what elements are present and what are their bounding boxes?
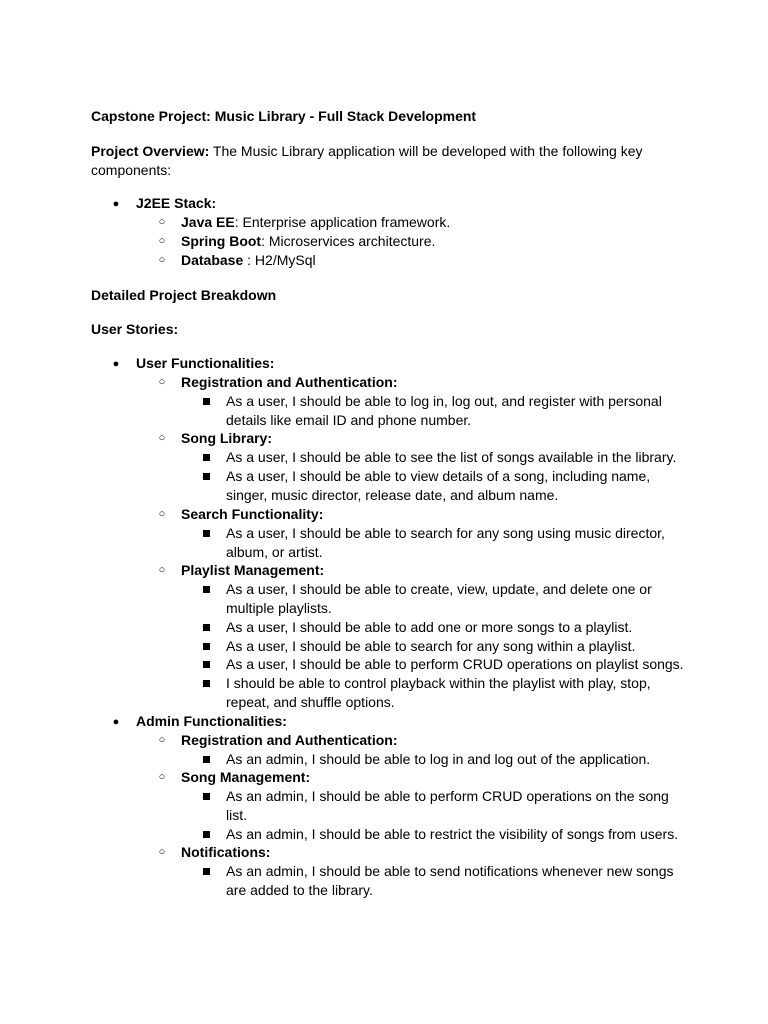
bullet-square: [203, 586, 210, 593]
user-story: As a user, I should be able to perform CRUD operations on playlist songs.: [226, 656, 684, 672]
bullet-circle: ○: [158, 254, 166, 266]
user-story: As a user, I should be able to search for any song using music director, album, or artist.: [226, 525, 665, 560]
user-story: I should be able to control playback within the playlist with play, stop, repeat, and shuffle options.: [226, 675, 651, 710]
bullet-square: [203, 680, 210, 687]
admin-section-title: Notifications:: [181, 844, 271, 860]
user-story: As a user, I should be able to add one or more songs to a playlist.: [226, 619, 633, 635]
user-story: As a user, I should be able to create, view, update, and delete one or multiple playlists.: [226, 581, 652, 616]
bullet-square: [203, 398, 210, 405]
bullet-circle: ○: [158, 771, 166, 783]
user-section-title: Search Functionality:: [181, 506, 324, 522]
stack-heading: J2EE Stack:: [136, 195, 217, 211]
admin-story: As an admin, I should be able to send notifications whenever new songs are added to the library.: [226, 863, 674, 898]
bullet-square: [203, 793, 210, 800]
bullet-circle: ○: [158, 508, 166, 520]
user-story: As a user, I should be able to view details of a song, including name, singer, music director, release date, and album name.: [226, 468, 651, 503]
project-overview: [91, 142, 671, 179]
stack-item-name: Java EE: [181, 214, 235, 230]
user-story: As a user, I should be able to see the list of songs available in the library.: [226, 449, 677, 465]
stack-item-spring-boot: [181, 232, 435, 251]
admin-functionalities-heading: Admin Functionalities:: [136, 713, 287, 729]
bullet-dot: ●: [112, 358, 120, 370]
stories-heading: User Stories:: [91, 321, 179, 337]
bullet-square: [203, 831, 210, 838]
admin-section-title: Song Management:: [181, 769, 311, 785]
admin-story: As an admin, I should be able to perform CRUD operations on the song list.: [226, 788, 669, 823]
bullet-circle: ○: [158, 564, 166, 576]
admin-story: As an admin, I should be able to restrict the visibility of songs from users.: [226, 826, 679, 842]
bullet-square: [203, 643, 210, 650]
bullet-square: [203, 756, 210, 763]
bullet-circle: ○: [158, 846, 166, 858]
document-title: Capstone Project: Music Library - Full Stack Development: [91, 108, 477, 124]
bullet-square: [203, 661, 210, 668]
stack-item-java-ee: [181, 213, 450, 232]
bullet-circle: ○: [158, 376, 166, 388]
stack-item-desc: : H2/MySql: [243, 252, 316, 268]
bullet-dot: ●: [112, 198, 120, 210]
stack-item-desc: : Enterprise application framework.: [234, 214, 451, 230]
bullet-circle: ○: [158, 235, 166, 247]
bullet-circle: ○: [158, 432, 166, 444]
bullet-square: [203, 868, 210, 875]
overview-label: Project Overview:: [91, 143, 210, 159]
bullet-circle: ○: [158, 734, 166, 746]
bullet-square: [203, 624, 210, 631]
stack-item-name: Database: [181, 252, 244, 268]
stack-item-desc: : Microservices architecture.: [261, 233, 436, 249]
user-story: As a user, I should be able to search for any song within a playlist.: [226, 638, 636, 654]
admin-section-title: Registration and Authentication:: [181, 732, 398, 748]
bullet-dot: ●: [112, 716, 120, 728]
bullet-square: [203, 530, 210, 537]
user-functionalities-heading: User Functionalities:: [136, 355, 275, 371]
stack-item-database: [181, 251, 316, 270]
bullet-square: [203, 454, 210, 461]
stack-item-name: Spring Boot: [181, 233, 262, 249]
user-section-title: Song Library:: [181, 430, 273, 446]
user-section-title: Registration and Authentication:: [181, 374, 398, 390]
overview-text: The Music Library application will be developed with the following key components:: [91, 143, 643, 178]
bullet-circle: ○: [158, 216, 166, 228]
admin-story: As an admin, I should be able to log in and log out of the application.: [226, 751, 651, 767]
user-section-title: Playlist Management:: [181, 562, 325, 578]
user-story: As a user, I should be able to log in, log out, and register with personal details like email ID and phone number.: [226, 393, 662, 428]
bullet-square: [203, 473, 210, 480]
breakdown-heading: Detailed Project Breakdown: [91, 287, 277, 303]
